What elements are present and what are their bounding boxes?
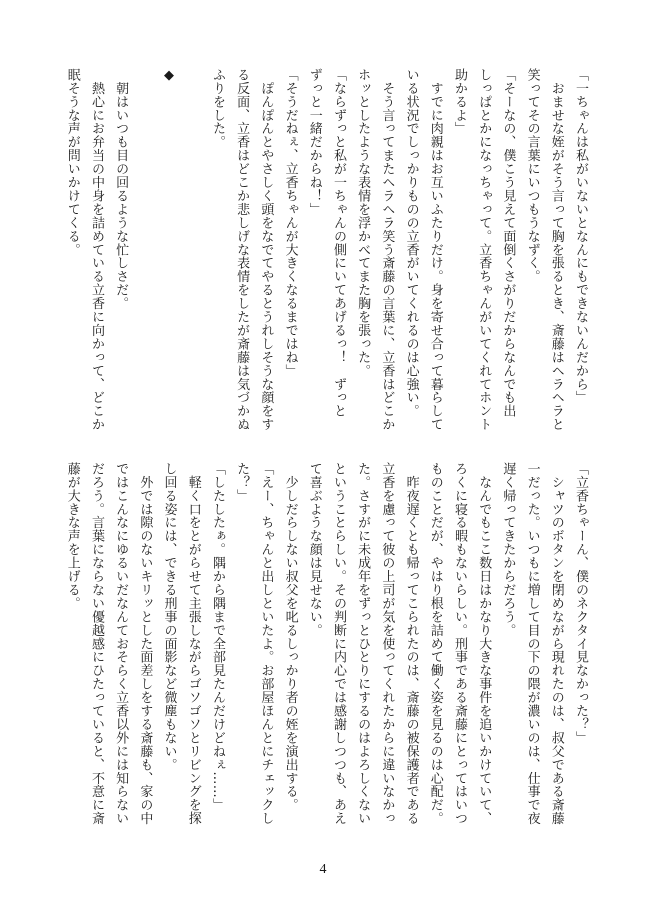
text-line: すでに肉親はお互いふたりだけ。身を寄せ合って暮らして — [427, 68, 443, 432]
text-line: 軽く口をとがらせて主張しながらゴソゴソとリビングを探 — [185, 462, 201, 826]
text-line: いる状況でしっかりものの立香がいてくれるのは心強い。 — [403, 68, 419, 418]
text-line: 遅く帰ってきたからだろう。 — [500, 462, 516, 637]
text-line: なんでもここ数日はかなり大きな事件を追いかけていて、 — [476, 462, 492, 826]
text-line: る反面、立香はどこか悲しげな表情をしたが斎藤は気づかぬ — [234, 68, 250, 432]
text-line: シャツのボタンを閉めながら現れたのは、叔父である斎藤 — [548, 462, 564, 826]
section-break-diamond: ◆ — [161, 68, 177, 84]
text-line: た？」 — [234, 462, 250, 503]
text-line: ふりをした。 — [209, 68, 225, 149]
text-line: ということらしい。その判断に内心では感謝しつつも、あえ — [330, 462, 346, 826]
text-line: 一だった。いつもに増して目の下の隈が濃いのは、仕事で夜 — [524, 462, 540, 826]
lower-text-block — [64, 462, 592, 850]
text-line: 「したしたぁ。隅から隅まで全部見たんだけどねぇ……」 — [209, 462, 225, 812]
text-line: 外では隙のないキリッとした面差しをする斎藤も、家の中 — [137, 462, 153, 826]
text-line: ではこんなにゆるいだなんておそらく立香以外には知らない — [113, 462, 129, 826]
text-line — [132, 68, 156, 438]
text-line: 「そーなの、僕こう見えて面倒くさがりだからなんでも出 — [500, 68, 516, 418]
text-line: し回る姿には、できる刑事の面影など微塵もない。 — [161, 462, 177, 772]
text-line: 笑ってその言葉にいつもうなずく。 — [524, 68, 540, 284]
page-number: 4 — [319, 862, 327, 877]
text-line: 「ならずっと私が一ちゃんの側にいてあげるっ！ ずっと — [330, 68, 346, 418]
text-line: 「えー、ちゃんと出しといたよ。お部屋ほんとにチェックし — [258, 462, 274, 826]
text-line: 助かるよ」 — [451, 68, 467, 136]
text-line: 熱心にお弁当の中身を詰めている立香に向かって、どこか — [88, 68, 104, 432]
text-line — [181, 68, 205, 438]
text-line: 立香を慮って彼の上司が気を使ってくれたからに違いなかっ — [379, 462, 395, 826]
text-line: 藤が大きな声を上げる。 — [64, 462, 80, 610]
text-line: ずっと一緒だからね！」 — [306, 68, 322, 216]
text-line: ホッとしたような表情を浮かべてまた胸を張った。 — [355, 68, 371, 378]
text-line: ろくに寝る暇もないらしい。刑事である斎藤にとってはいつ — [451, 462, 467, 826]
text-line: 「立香ちゃーん、僕のネクタイ見なかった？」 — [573, 462, 588, 745]
text-line: 「そうだねぇ、立香ちゃんが大きくなるまではね」 — [282, 68, 298, 378]
text-line: ぽんぽんとやさしく頭をなでてやるとうれしそうな顔をす — [258, 68, 274, 432]
text-line: 少しだらしない叔父を叱るしっかり者の姪を演出する。 — [282, 462, 298, 812]
text-line: 昨夜遅くとも帰ってこられたのは、斎藤の被保護者である — [403, 462, 419, 826]
text-line: ものことだが、やはり根を詰めて働く姿を見るのは心配だ。 — [427, 462, 443, 826]
upper-text-block — [64, 68, 592, 438]
text-line: しっぱとかになっちゃって。立香ちゃんがいてくれてホント — [476, 68, 492, 432]
text-line: 眠そうな声が問いかけてくる。 — [64, 68, 80, 257]
text-line: 朝はいつも目の回るような忙しさだ。 — [113, 68, 129, 311]
text-line: おませな姪がそう言って胸を張るとき、斎藤はヘラヘラと — [548, 68, 564, 432]
text-line: 「一ちゃんは私がいないとなんにもできないんだから」 — [573, 68, 588, 405]
text-line: だろう。言葉にならない優越感にひたっていると、不意に斎 — [88, 462, 104, 826]
text-line: そう言ってまたヘラヘラ笑う斎藤の言葉に、立香はどこか — [379, 68, 395, 432]
text-line: た。さすがに未成年をずっとひとりにするのはよろしくない — [355, 462, 371, 826]
text-line: て喜ぶような顔は見せない。 — [306, 462, 322, 637]
